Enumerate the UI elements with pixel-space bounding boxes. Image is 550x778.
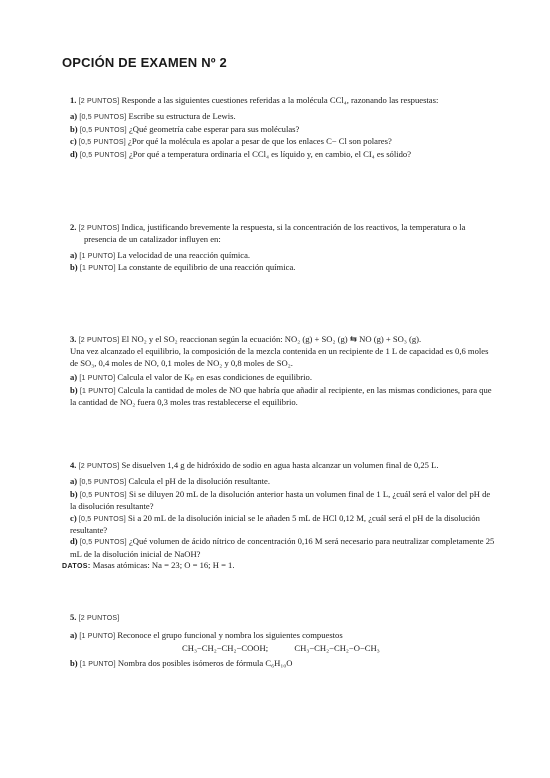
datos-text: Masas atómicas: Na = 23; O = 16; H = 1. <box>92 560 235 571</box>
item-text: ¿Por qué a temperatura ordinaria el CCl₄ es líquido y, en cambio, el CI₄ es sólido? <box>128 148 412 159</box>
question-5-statement <box>62 612 498 624</box>
item-label: a) <box>70 630 78 641</box>
question-4 <box>62 460 498 573</box>
list-item <box>62 385 498 409</box>
item-text: Calcula el valor de Kₚ en esas condiciones de equilibrio. <box>117 372 312 383</box>
list-item <box>62 630 498 642</box>
list-item <box>62 136 498 148</box>
item-label: d) <box>70 536 78 547</box>
list-item <box>62 111 498 123</box>
item-text: Si se diluyen 20 mL de la disolución anterior hasta un volumen final de 1 L, ¿cuál será el valor del pH de la disolución resultante? <box>70 488 491 512</box>
item-text: Nombra dos posibles isómeros de fórmula C₆H₁₀O <box>117 658 293 669</box>
question-1 <box>62 95 498 161</box>
question-text: Se disuelven 1,4 g de hidróxido de sodio en agua hasta alcanzar un volumen final de 0,25 L. <box>121 460 439 470</box>
item-text: La velocidad de una reacción química. <box>117 249 251 260</box>
item-label: a) <box>70 372 78 383</box>
list-item <box>62 149 498 161</box>
question-2 <box>62 222 498 275</box>
points-badge: [2 PUNTOS] <box>78 463 120 470</box>
points-badge: [1 PUNTO] <box>79 375 116 383</box>
item-text: ¿Qué geometría cabe esperar para sus moléculas? <box>128 123 300 134</box>
question-text: Responde a las siguientes cuestiones referidas a la molécula CCl₄, razonando las respuestas: <box>121 95 439 105</box>
points-badge: [1 PUNTO] <box>79 633 116 641</box>
list-item <box>62 124 498 136</box>
item-text: Calcula el pH de la disolución resultante. <box>128 476 271 487</box>
compound-formula: CH₃−CH₂−CH₂−O−CH₃ <box>294 642 380 653</box>
item-text: ¿Qué volumen de ácido nítrico de concentración 0,16 M será necesario para neutralizar completamente 25 mL de la disolución inicial de NaOH? <box>70 536 495 559</box>
datos-line <box>62 560 498 572</box>
points-badge: [0,5 PUNTOS] <box>79 479 127 487</box>
question-1-statement <box>62 95 498 107</box>
question-number: 5. <box>70 612 77 622</box>
page-title: OPCIÓN DE EXAMEN Nº 2 <box>62 55 227 70</box>
question-text: Indica, justificando brevemente la respuesta, si la concentración de los reactivos, la temperatura o la presencia de un catalizador influyen en: <box>84 222 466 245</box>
points-badge: [2 PUNTOS] <box>78 337 120 344</box>
points-badge: [1 PUNTO] <box>79 387 116 395</box>
list-item <box>62 658 498 670</box>
points-badge: [1 PUNTO] <box>79 252 116 260</box>
question-number: 2. <box>70 222 77 232</box>
question-number: 1. <box>70 95 77 105</box>
item-label: a) <box>70 476 78 487</box>
question-5 <box>62 612 498 671</box>
points-badge: [0,5 PUNTOS] <box>79 114 127 122</box>
question-text: El NO₂ y el SO₂ reaccionan según la ecuación: NO₂ (g) + SO₂ (g) ⇆ NO (g) + SO₃ (g). <box>121 334 422 344</box>
question-number: 4. <box>70 460 77 470</box>
item-label: a) <box>70 249 78 260</box>
question-3 <box>62 334 498 408</box>
list-item <box>62 372 498 384</box>
list-item <box>62 250 498 262</box>
question-2-statement <box>62 222 498 246</box>
points-badge: [0,5 PUNTOS] <box>79 491 127 499</box>
item-text: ¿Por qué la molécula es apolar a pesar de que los enlaces C− Cl son polares? <box>128 136 392 147</box>
points-badge: [0,5 PUNTOS] <box>78 139 126 147</box>
item-text: Escribe su estructura de Lewis. <box>128 111 236 122</box>
question-3-context: Una vez alcanzado el equilibrio, la composición de la mezcla contenida en un recipiente de 1 L de capacidad es 0,6 moles de SO₃, 0,4 moles de NO, 0,1 moles de NO₂ y 0,8 moles de SO₂. <box>70 346 489 368</box>
item-text: Si a 20 mL de la disolución inicial se le añaden 5 mL de HCl 0,12 M, ¿cuál será el pH de la disolución resultante? <box>70 512 480 536</box>
points-badge: [2 PUNTOS] <box>78 615 120 622</box>
points-badge: [0,5 PUNTOS] <box>78 515 126 523</box>
points-badge: [1 PUNTO] <box>79 265 116 273</box>
list-item <box>62 489 498 513</box>
item-label: b) <box>70 123 78 134</box>
item-label: b) <box>70 658 78 669</box>
item-label: a) <box>70 111 78 122</box>
compounds-row <box>62 643 498 654</box>
list-item <box>62 513 498 537</box>
question-3-statement <box>62 334 498 346</box>
points-badge: [1 PUNTO] <box>79 661 116 669</box>
item-text: Reconoce el grupo funcional y nombra los siguientes compuestos <box>117 630 343 641</box>
item-label: b) <box>70 488 78 499</box>
list-item <box>62 476 498 488</box>
points-badge: [0,5 PUNTOS] <box>79 126 127 134</box>
item-label: b) <box>70 262 78 273</box>
item-label: b) <box>70 384 78 395</box>
list-item <box>62 536 498 560</box>
item-label: c) <box>70 512 77 523</box>
list-item <box>62 262 498 274</box>
points-badge: [2 PUNTOS] <box>78 225 120 232</box>
datos-label: DATOS: <box>62 563 91 571</box>
item-label: d) <box>70 148 78 159</box>
item-label: c) <box>70 136 77 147</box>
item-text: Calcula la cantidad de moles de NO que habría que añadir al recipiente, en las mismas condiciones, para que la cantidad de NO₂ fuera 0,3 moles tras restablecerse el equilibrio. <box>70 384 492 408</box>
compound-formula: CH₃−CH₂−CH₂−COOH; <box>182 642 269 653</box>
item-text: La constante de equilibrio de una reacción química. <box>117 262 296 273</box>
question-number: 3. <box>70 334 77 344</box>
points-badge: [0,5 PUNTOS] <box>79 539 127 547</box>
points-badge: [2 PUNTOS] <box>78 98 120 105</box>
question-4-statement <box>62 460 498 472</box>
points-badge: [0,5 PUNTOS] <box>79 151 127 159</box>
